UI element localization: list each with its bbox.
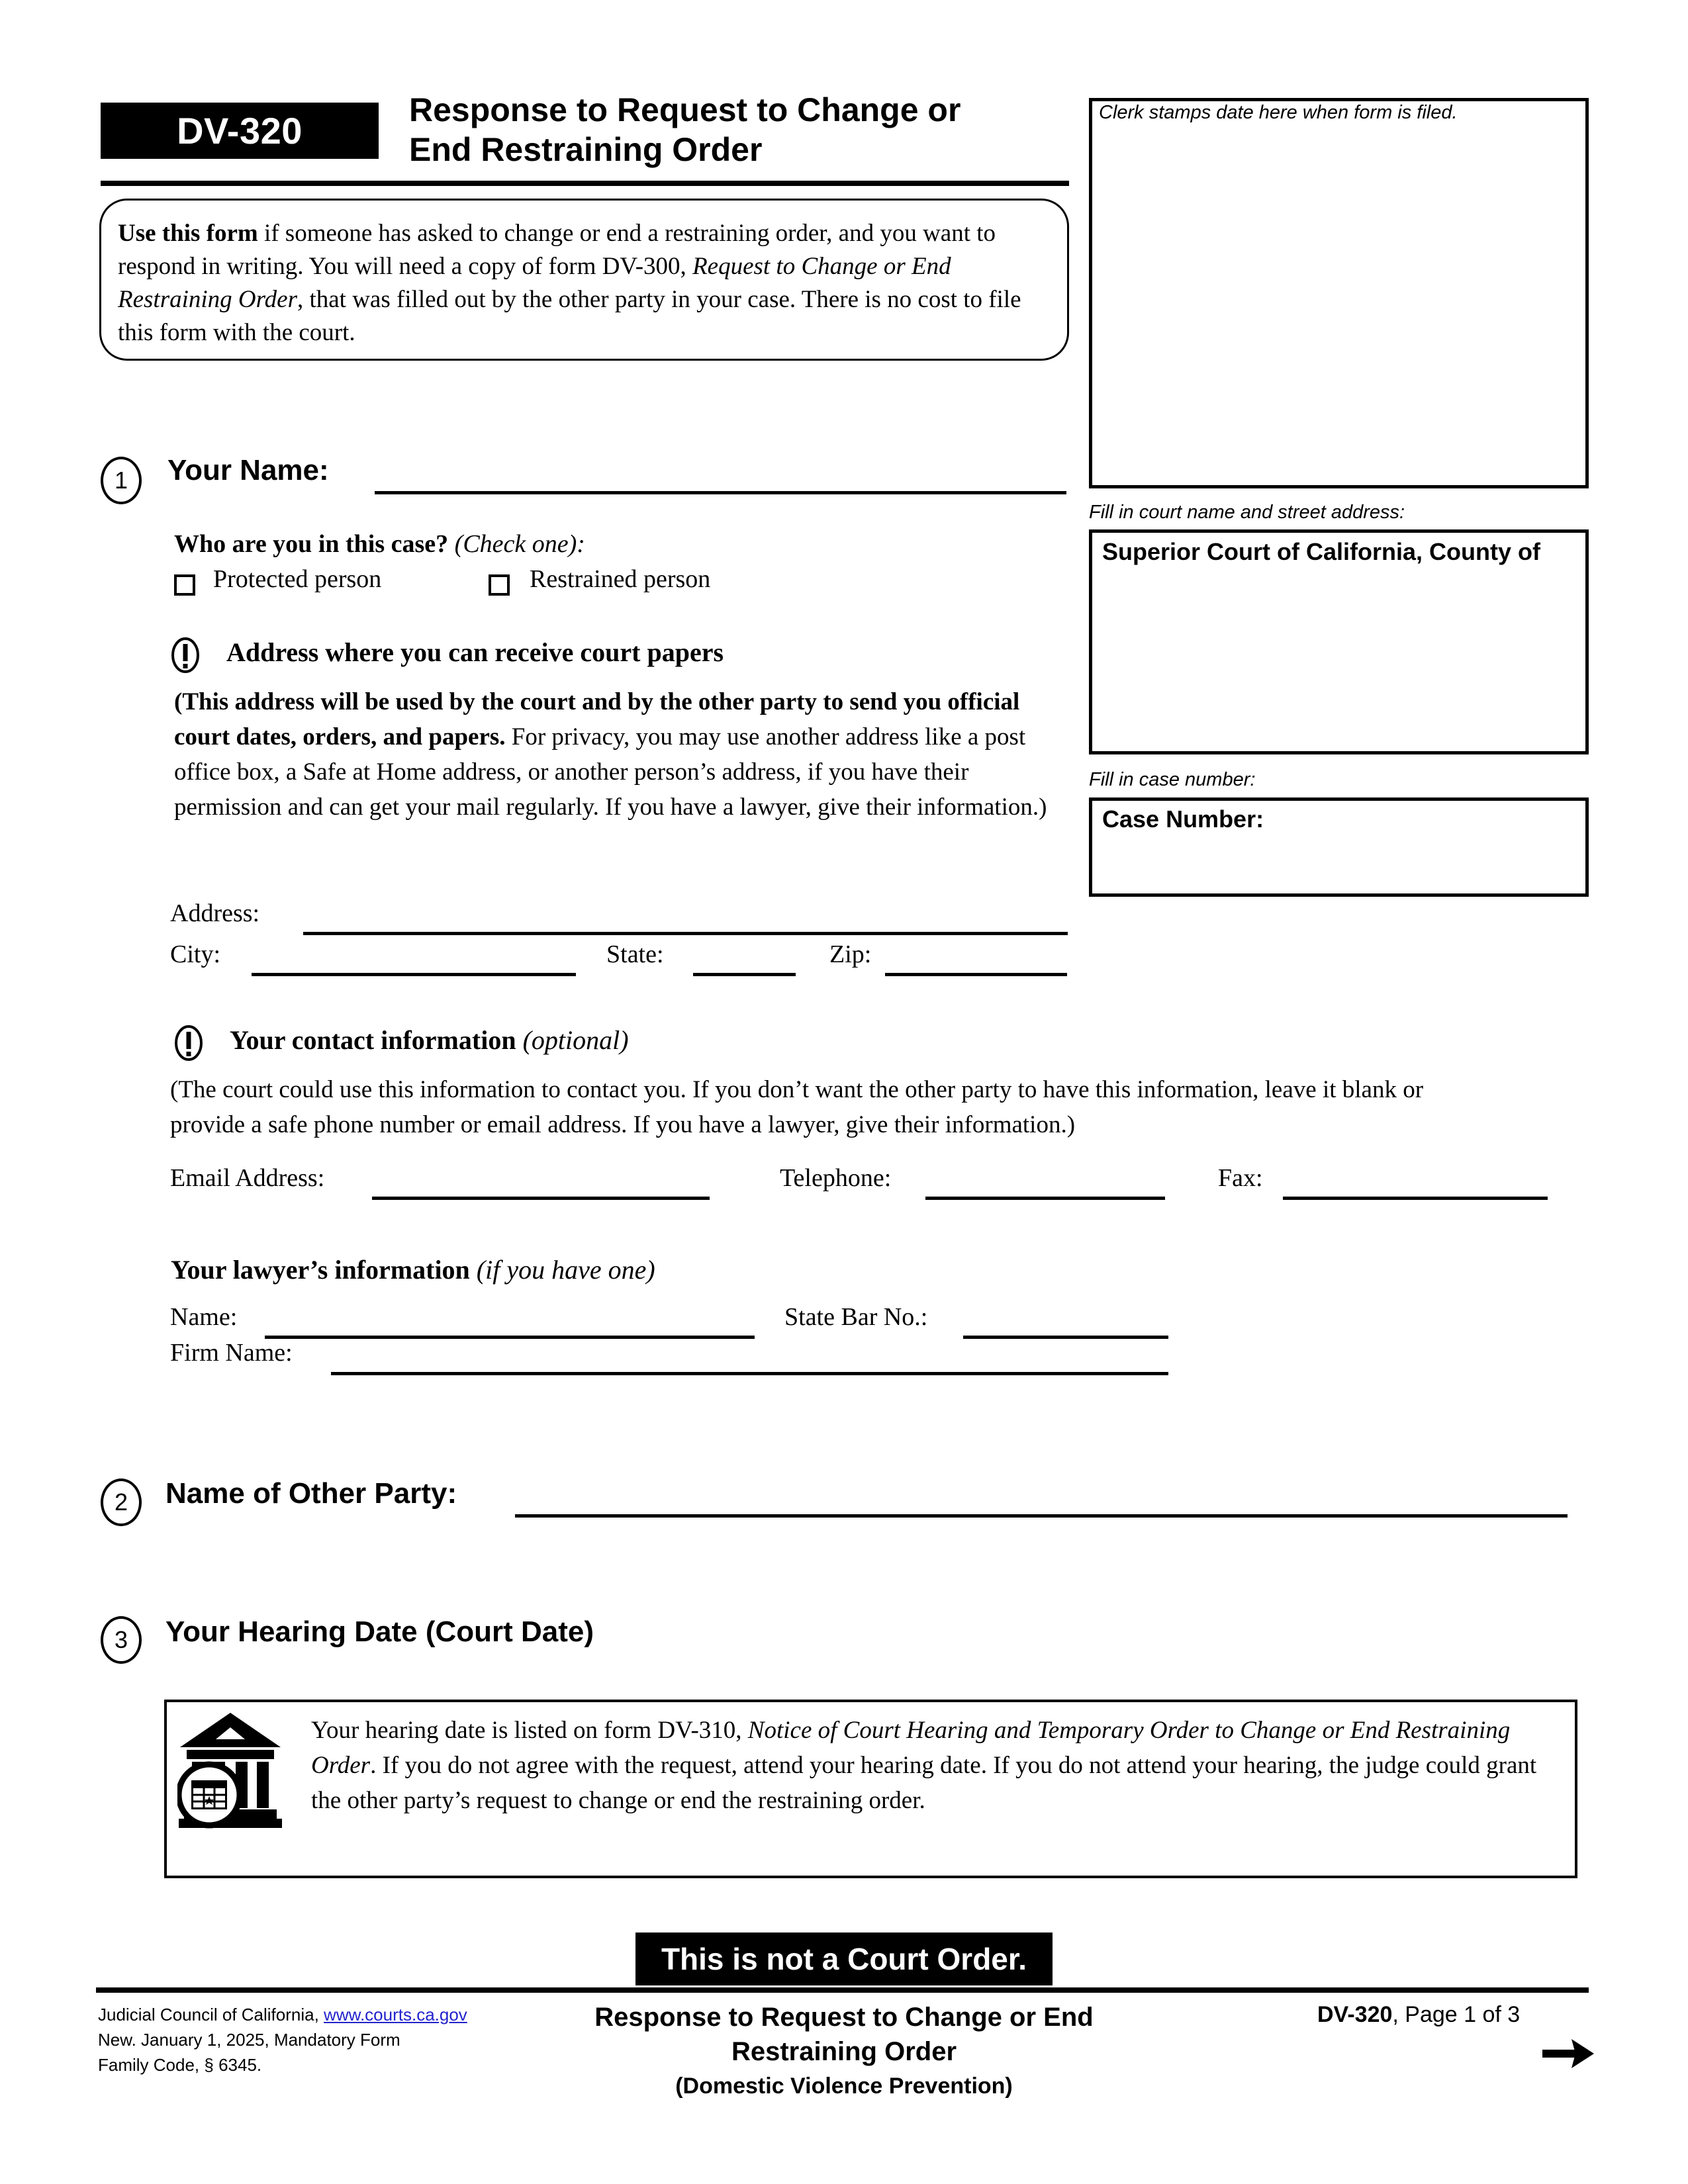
checkbox-restrained-person[interactable] (489, 574, 510, 596)
footer-form-title (516, 2000, 1172, 2103)
clerk-stamp-label: Clerk stamps date here when form is filed. (1099, 102, 1458, 123)
state-input-line[interactable] (693, 973, 796, 976)
case-number-instruction: Fill in case number: (1089, 769, 1256, 790)
who-are-you-text: Who are you in this case? (174, 530, 449, 558)
your-name-label: Your Name: (167, 454, 329, 486)
lawyer-information-heading-text: Your lawyer’s information (171, 1255, 470, 1285)
footer-title-subtitle: (Domestic Violence Prevention) (675, 2073, 1013, 2099)
who-are-you-question (174, 529, 585, 559)
use-this-form-body-1: if someone has asked to change or end a restraining order, and you want to respond in writing. You will need a copy of form DV-300, (118, 220, 996, 280)
page-title (409, 90, 1078, 169)
lawyer-information-hint: (if you have one) (476, 1255, 655, 1285)
contact-information-note: (The court could use this information to contact you. If you don’t want the other party to have this information, leave it blank or provide a safe phone number or email address. If you have a lawyer, give their information.) (170, 1076, 1424, 1138)
footer-page-number: , Page 1 of 3 (1392, 2002, 1521, 2027)
use-this-form-body-2: , that was filled out by the other party in your case. There is no cost to file this form with the court. (118, 286, 1021, 346)
who-are-you-hint: (Check one): (454, 530, 585, 558)
hearing-date-instruction-text (311, 1713, 1562, 1818)
footer-line-3: Family Code, § 6345. (98, 2055, 262, 2075)
page-title-line1: Response to Request to Change or (409, 91, 961, 128)
page-title-line2: End Restraining Order (409, 131, 763, 168)
exclamation-oval-icon (174, 1024, 203, 1062)
name-of-other-party-label: Name of Other Party: (165, 1477, 457, 1510)
step-number-1: 1 (101, 457, 142, 504)
footer-page-info (1317, 2002, 1595, 2028)
address-privacy-note-bold: (This address will be used by the court and by the other party to send you official court dates, orders, and papers. (174, 688, 1020, 751)
state-bar-field-label: State Bar No.: (784, 1303, 928, 1331)
checkbox-protected-person[interactable] (174, 574, 195, 596)
contact-information-optional-hint: (optional) (522, 1025, 629, 1055)
clerk-stamp-box[interactable] (1089, 98, 1589, 488)
address-privacy-note-rest: For privacy, you may use another address like a post office box, a Safe at Home address, or another person’s address, if you have their permission and can get your mail regularly. If you have a lawyer, give their information.) (174, 723, 1047, 821)
firm-name-field-label: Firm Name: (170, 1339, 293, 1367)
footer-divider (96, 1987, 1589, 1993)
footer-title-line-2: Restraining Order (731, 2037, 957, 2066)
contact-information-heading (230, 1024, 629, 1056)
case-number-label-text: Case Number: (1102, 805, 1264, 833)
court-name-value: Superior Court of California, County of (1102, 538, 1540, 565)
fax-field-label: Fax: (1218, 1164, 1263, 1192)
fax-input-line[interactable] (1283, 1197, 1548, 1200)
footer-title-line-1: Response to Request to Change or End (594, 2003, 1094, 2032)
exclamation-oval-icon (171, 637, 200, 674)
lawyer-name-input-line[interactable] (265, 1336, 755, 1339)
hearing-text-form-title: Notice of Court Hearing and Temporary Order to Change or End Restraining Order (311, 1717, 1511, 1779)
footer-form-code: DV-320 (1317, 2002, 1393, 2027)
email-field-label: Email Address: (170, 1164, 325, 1192)
email-input-line[interactable] (372, 1197, 710, 1200)
your-name-input-line[interactable] (375, 491, 1066, 494)
court-name-instruction: Fill in court name and street address: (1089, 502, 1405, 523)
lawyer-information-heading (171, 1254, 655, 1285)
telephone-input-line[interactable] (925, 1197, 1165, 1200)
form-code-badge: DV-320 (101, 103, 379, 159)
arrow-right-icon (1542, 2035, 1595, 2072)
courthouse-calendar-icon (177, 1709, 283, 1831)
address-field-label: Address: (170, 899, 260, 927)
address-section-heading: Address where you can receive court papers (226, 637, 724, 667)
step-number-3: 3 (101, 1616, 142, 1664)
step-number-2: 2 (101, 1479, 142, 1526)
hearing-text-part1: Your hearing date is listed on form DV-310, (311, 1717, 748, 1744)
footer-line-1 (98, 2002, 561, 2027)
zip-field-label: Zip: (829, 940, 872, 968)
state-field-label: State: (606, 940, 664, 968)
use-this-form-italic-title: Request to Change or End Restraining Order (118, 253, 951, 313)
contact-information-heading-text: Your contact information (230, 1025, 516, 1055)
telephone-field-label: Telephone: (780, 1164, 892, 1192)
address-input-line[interactable] (303, 932, 1068, 935)
zip-input-line[interactable] (885, 973, 1067, 976)
lawyer-name-field-label: Name: (170, 1303, 238, 1331)
use-this-form-text (118, 217, 1058, 349)
name-of-other-party-input-line[interactable] (515, 1514, 1568, 1518)
footer-publisher-info (98, 2002, 561, 2077)
firm-name-input-line[interactable] (331, 1372, 1168, 1375)
hearing-text-part2: . If you do not agree with the request, attend your hearing date. If you do not attend your hearing, the judge could grant the other party’s request to change or end the restraining order. (311, 1752, 1537, 1814)
use-this-form-lead: Use this form (118, 220, 258, 247)
checkbox-protected-person-label: Protected person (213, 565, 382, 593)
not-a-court-order-badge: This is not a Court Order. (635, 1933, 1053, 1985)
city-input-line[interactable] (252, 973, 576, 976)
city-field-label: City: (170, 940, 221, 968)
state-bar-input-line[interactable] (963, 1336, 1168, 1339)
courts-website-link[interactable]: www.courts.ca.gov (324, 2005, 467, 2025)
title-divider (101, 181, 1069, 186)
checkbox-restrained-person-label: Restrained person (530, 565, 711, 593)
hearing-date-label: Your Hearing Date (Court Date) (165, 1615, 594, 1648)
address-privacy-note (174, 684, 1068, 825)
footer-line-2: New. January 1, 2025, Mandatory Form (98, 2030, 400, 2050)
footer-council-text: Judicial Council of California, (98, 2005, 324, 2025)
